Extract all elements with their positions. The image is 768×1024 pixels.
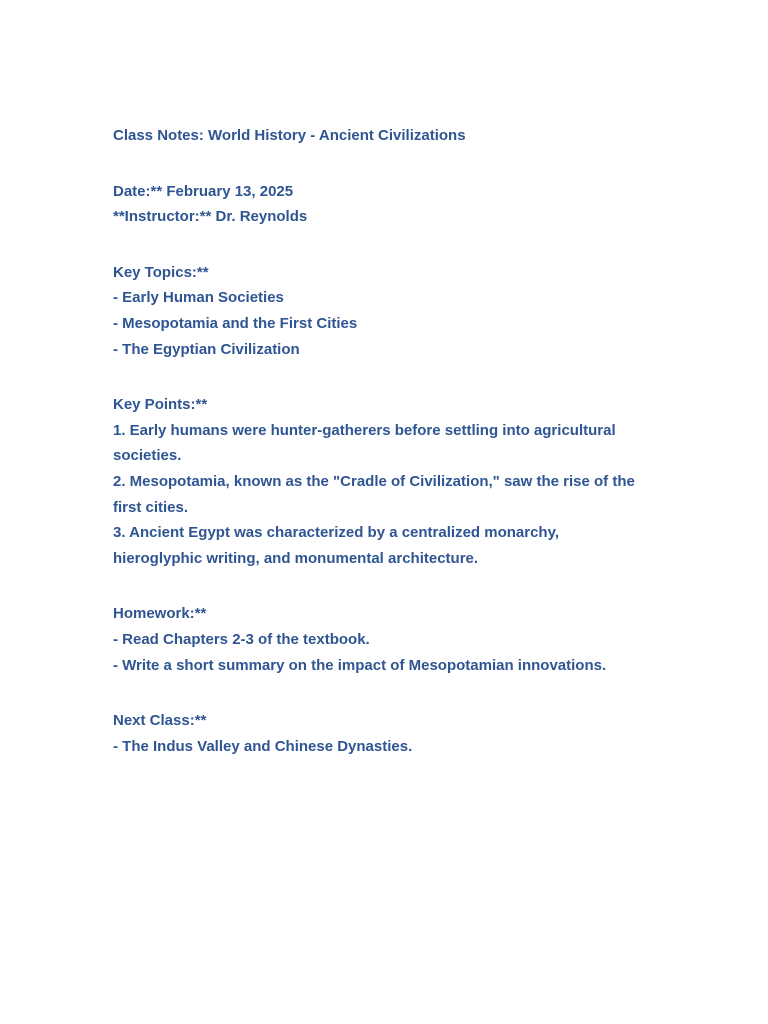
document-page bbox=[113, 123, 673, 789]
key-topics-heading: Key Topics:** bbox=[113, 263, 209, 281]
key-points-heading: Key Points:** bbox=[113, 396, 208, 414]
next-class-section bbox=[113, 708, 673, 759]
list-item: - Write a short summary on the impact of Mesopotamian innovations. bbox=[113, 656, 607, 674]
key-points-section bbox=[113, 392, 673, 571]
homework-section bbox=[113, 601, 673, 678]
homework-heading: Homework:** bbox=[113, 605, 207, 623]
list-item: - Mesopotamia and the First Cities bbox=[113, 314, 358, 332]
list-item: - Read Chapters 2-3 of the textbook. bbox=[113, 630, 370, 648]
key-point-line: hieroglyphic writing, and monumental architecture. bbox=[113, 549, 479, 567]
key-point-line: 3. Ancient Egypt was characterized by a centralized monarchy, bbox=[113, 524, 559, 542]
title-block bbox=[113, 123, 673, 149]
list-item: - The Egyptian Civilization bbox=[113, 340, 300, 358]
date-line: Date:** February 13, 2025 bbox=[113, 182, 294, 200]
key-point-line: societies. bbox=[113, 447, 182, 465]
document-title: Class Notes: World History - Ancient Civilizations bbox=[113, 127, 466, 144]
list-item: - The Indus Valley and Chinese Dynasties. bbox=[113, 737, 413, 755]
key-point-line: 1. Early humans were hunter-gatherers before settling into agricultural bbox=[113, 421, 616, 439]
list-item: - Early Human Societies bbox=[113, 289, 284, 307]
meta-block bbox=[113, 179, 673, 230]
key-topics-section bbox=[113, 260, 673, 362]
instructor-line: **Instructor:** Dr. Reynolds bbox=[113, 208, 308, 226]
key-point-line: first cities. bbox=[113, 498, 189, 516]
key-point-line: 2. Mesopotamia, known as the "Cradle of Civilization," saw the rise of the bbox=[113, 472, 635, 490]
next-class-heading: Next Class:** bbox=[113, 712, 207, 730]
